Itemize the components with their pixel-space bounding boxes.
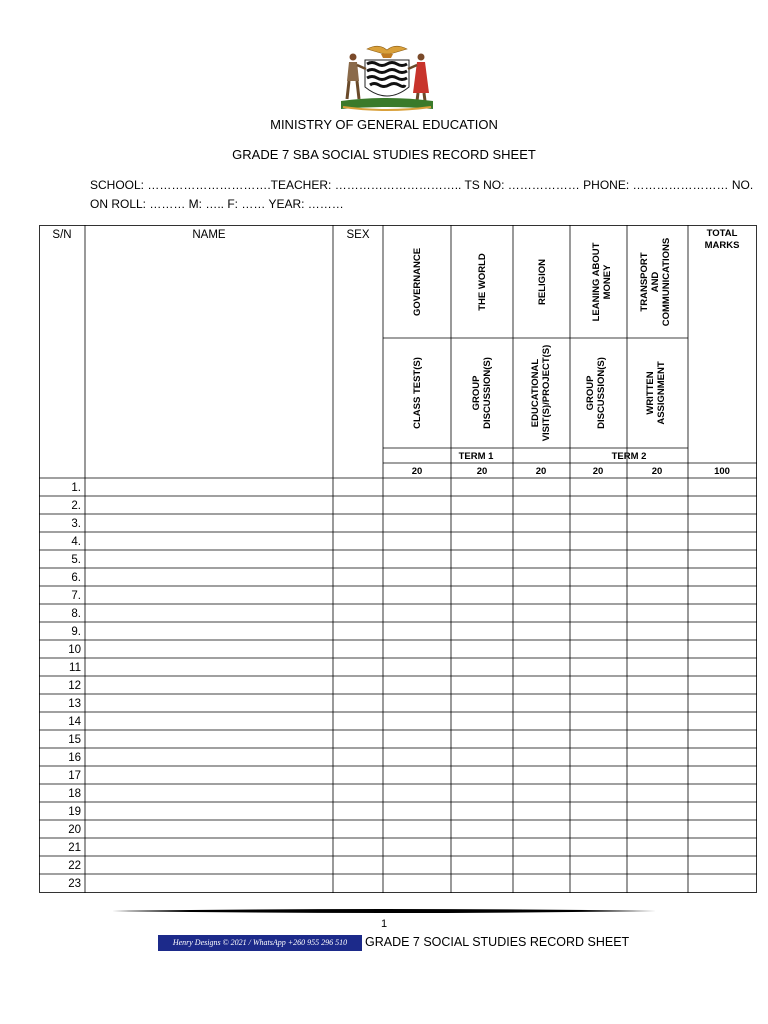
row-number: 19 [68, 806, 81, 818]
marks-total: 100 [714, 466, 730, 477]
topic-religion: RELIGION [537, 259, 548, 305]
topic-leaning-about-money: LEANING ABOUTMONEY [591, 242, 613, 322]
activity-group-discussions-2: GROUPDISCUSSION(S) [585, 357, 607, 429]
topic-governance: GOVERNANCE [412, 247, 423, 317]
woman-figure-icon [408, 54, 429, 102]
roll-year-info-line: ON ROLL: ……… M: ….. F: …… YEAR: ……… [90, 197, 344, 211]
marks-religion: 20 [535, 466, 547, 477]
row-number: 1. [71, 482, 81, 494]
total-marks-header-line2: MARKS [704, 240, 740, 251]
record-table [39, 225, 757, 893]
term-1-label: TERM 1 [458, 451, 494, 462]
activity-class-tests: CLASS TEST(S) [412, 357, 423, 429]
row-number: 5. [71, 554, 81, 566]
shield-icon [365, 60, 409, 96]
marks-governance: 20 [411, 466, 423, 477]
school-teacher-info-line: SCHOOL: ………………………….TEACHER: ………………………….. TS NO: ……………… PHONE: …………………… NO. [90, 178, 754, 192]
row-number: 7. [71, 590, 81, 602]
total-marks-header-line1: TOTAL [706, 228, 738, 239]
row-number: 12 [68, 680, 81, 692]
row-number: 6. [71, 572, 81, 584]
coat-of-arms-icon [333, 43, 441, 113]
row-number: 2. [71, 500, 81, 512]
ministry-title: MINISTRY OF GENERAL EDUCATION [270, 117, 498, 132]
row-number: 23 [68, 878, 81, 890]
marks-money: 20 [592, 466, 604, 477]
man-figure-icon [347, 54, 366, 100]
row-number: 4. [71, 536, 81, 548]
name-header: NAME [192, 229, 226, 241]
row-number: 11 [69, 662, 81, 674]
term-2-label: TERM 2 [611, 451, 647, 462]
base-icon [341, 98, 433, 110]
marks-transport: 20 [651, 466, 663, 477]
row-number: 9. [71, 626, 81, 638]
row-number: 16 [68, 752, 81, 764]
activity-group-discussions-1: GROUPDISCUSSION(S) [471, 357, 493, 429]
row-number: 8. [71, 608, 81, 620]
sn-header: S/N [52, 229, 72, 241]
row-number: 17 [68, 770, 81, 782]
row-number: 13 [68, 698, 81, 710]
row-number: 14 [68, 716, 81, 728]
designer-banner: Henry Designs © 2021 / WhatsApp +260 955 296 510 [158, 935, 362, 951]
row-number: 21 [68, 842, 81, 854]
marks-the-world: 20 [476, 466, 488, 477]
page-number: 1 [380, 918, 388, 930]
topic-transport-communications: TRANSPORTANDCOMMUNICATIONS [639, 237, 672, 327]
eagle-icon [367, 46, 407, 58]
activity-written-assignment: WRITTENASSIGNMENT [645, 361, 667, 425]
row-number: 22 [68, 860, 81, 872]
activity-educational-visits: EDUCATIONALVISIT(S)/PROJECT(S) [530, 344, 552, 442]
row-number: 10 [68, 644, 81, 656]
topic-the-world: THE WORLD [477, 253, 488, 311]
sex-header: SEX [346, 229, 370, 241]
footer-rule [112, 908, 656, 914]
sheet-title: GRADE 7 SBA SOCIAL STUDIES RECORD SHEET [232, 147, 536, 162]
footer-title: GRADE 7 SOCIAL STUDIES RECORD SHEET [365, 935, 630, 949]
row-number: 3. [71, 518, 81, 530]
row-number: 15 [68, 734, 81, 746]
row-number: 20 [68, 824, 81, 836]
row-number: 18 [68, 788, 81, 800]
